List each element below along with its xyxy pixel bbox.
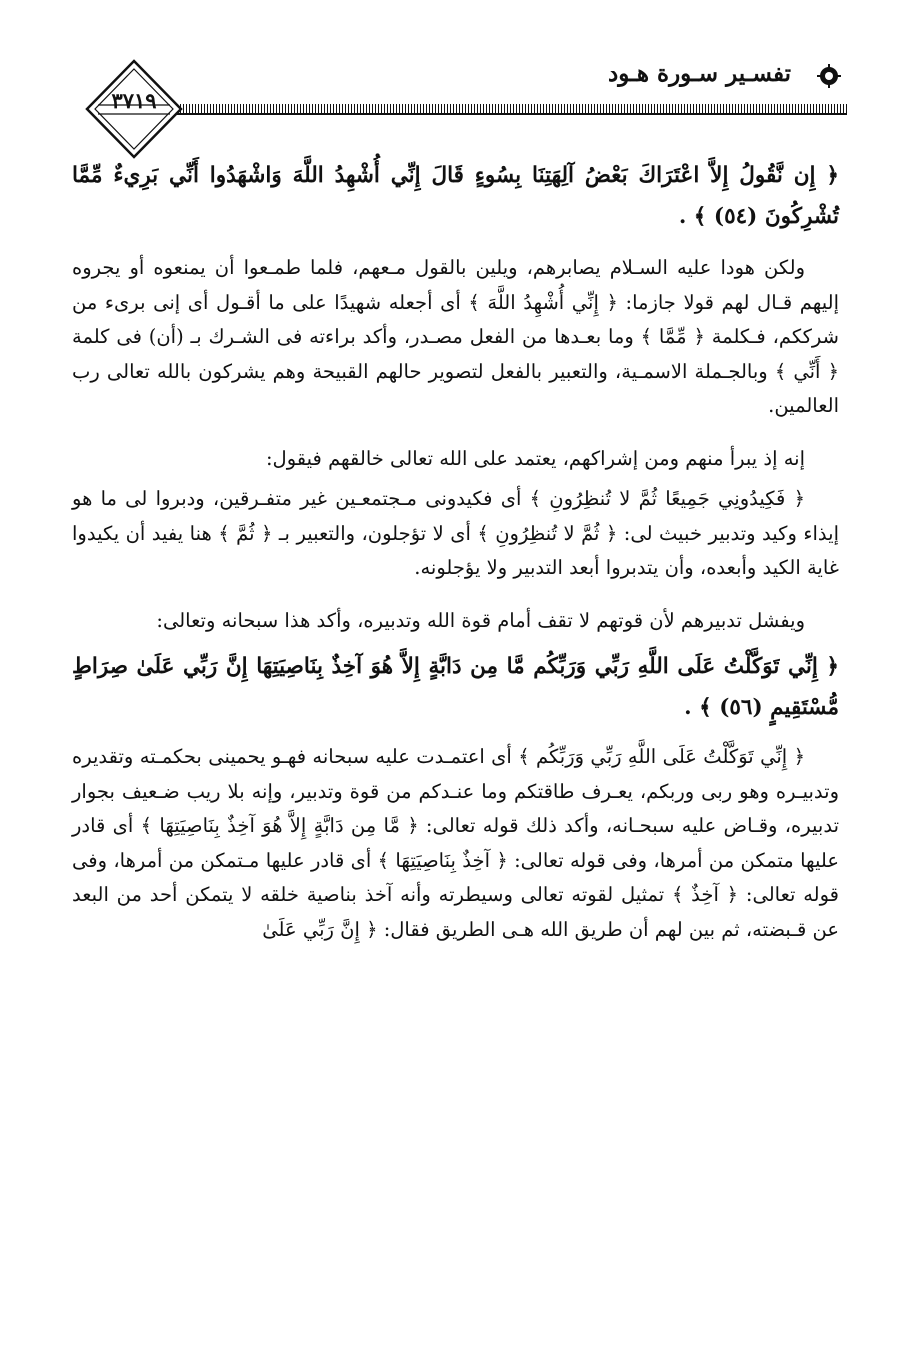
commentary-paragraph: ولكن هودا عليه السـلام يصابرهم، ويلين بالقول مـعهم، فلما طمـعوا أن يمنعوه أو يجروه إليهم قـال لهم قولا جازما: ﴿ إِنِّي أُشْهِدُ اللَّهَ ﴾ أى أجعله شهيدًا على ما أقـول أى إنى برىء من شرككم، فـكلمة ﴿ مِّمَّا ﴾ وما بعـدها من الفعل مصـدر، وأكد براءته فى الشـرك بـ (أن) فى كلمة ﴿ أَنِّي ﴾ وبالجـملة الاسمـية، والتعبير بالفعل لتصوير حالهم القبيحة وهم يشركون بالله تعالى رب العالمين. [72, 256, 839, 417]
commentary-paragraph: ﴿ فَكِيدُونِي جَمِيعًا ثُمَّ لا تُنظِرُونِ ﴾ أى فكيدونى مـجتمعـين غير متفـرقين، ودبروا لى ما هو إيذاء وكيد وتدبير خبيث لى: ﴿ ثُمَّ لا تُنظِرُونِ ﴾ أى لا تؤجلون، والتعبير بـ ﴿ ثُمَّ ﴾ هنا يفيد أن يكيدوا غاية الكيد وأبعده، وأن يتدبروا أبعد التدبير ولا يؤجلونه. [72, 487, 839, 579]
commentary-paragraph: ويفشل تدبيرهم لأن قوتهم لا تقف أمام قوة الله وتدبيره، وأكد هذا سبحانه وتعالى: [156, 608, 805, 632]
verse-56: ﴿ إِنِّي تَوَكَّلْتُ عَلَى اللَّهِ رَبِّي وَرَبِّكُم مَّا مِن دَابَّةٍ إِلاَّ هُوَ آخِذٌ بِنَاصِيَتِهَا إِنَّ رَبِّي عَلَىٰ صِرَاطٍ مُّسْتَقِيمٍ (٥٦) ﴾ . [72, 654, 839, 720]
verse-54: ﴿ إِن نَّقُولُ إِلاَّ اعْتَرَاكَ بَعْضُ آلِهَتِنَا بِسُوءٍ قَالَ إِنِّي أُشْهِدُ اللَّهَ وَاشْهَدُوا أَنِّي بَرِيءٌ مِّمَّا تُشْرِكُونَ (٥٤) ﴾ . [72, 163, 839, 229]
page-number: ٣٧١٩ [111, 88, 157, 113]
commentary-paragraph: ﴿ إِنِّي تَوَكَّلْتُ عَلَى اللَّهِ رَبِّي وَرَبِّكُم ﴾ أى اعتمـدت عليه سبحانه فهـو يحمينى بحكمـته وتقديره وتدبيـره وهو ربى وربكم، يعـرف طاقتكم وما عنـدكم من قوة وتدبير، وإنه بلا ريب ضـعيف بجوار تدبيره، وقـاض عليه سبحـانه، وأكد ذلك قوله تعالى: ﴿ مَّا مِن دَابَّةٍ إِلاَّ هُوَ آخِذٌ بِنَاصِيَتِهَا ﴾ أى قادر عليها متمكن من أمرها، وفى قوله تعالى: ﴿ آخِذٌ بِنَاصِيَتِهَا ﴾ أى قادر عليها مـتمكن من أمرها، وفى قوله تعالى: ﴿ آخِذٌ ﴾ تمثيل لقوته تعالى وسيطرته وأنه آخذ بناصية خلقه لا يتمكن أحد من البعد عن قـبضته، ثم بين لهم أن طريق الله هـى الطريق فقال: ﴿ إِنَّ رَبِّي عَلَىٰ [72, 745, 839, 941]
page-header [0, 0, 919, 160]
commentary-paragraph: إنه إذ يبرأ منهم ومن إشراكهم، يعتمد على الله تعالى خالقهم فيقول: [265, 446, 805, 470]
header-rule [168, 104, 847, 115]
ornament-icon [817, 64, 841, 88]
running-header-title: تفسـير سـورة هـود [608, 60, 791, 87]
page-body [72, 155, 839, 947]
